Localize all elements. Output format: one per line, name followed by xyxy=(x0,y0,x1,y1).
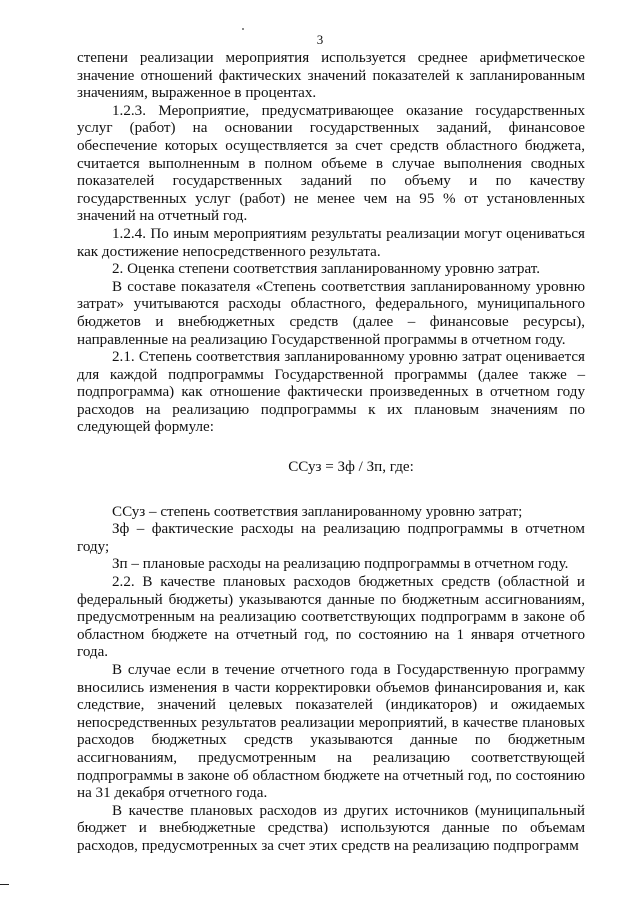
document-body xyxy=(77,50,585,856)
paragraph-other-sources: В качестве плановых расходов из других источников (муниципальный бюджет и внебюджетные средства) используются данные по объемам расходов, предусмотренных за счет этих средств на реализацию подпрограмм xyxy=(77,802,585,854)
margin-mark xyxy=(0,884,9,885)
definition-zp: Зп – плановые расходы на реализацию подпрограммы в отчетном году. xyxy=(112,556,569,573)
formula: ССуз = Зф / Зп, где: xyxy=(288,459,414,476)
paragraph-changes: В случае если в течение отчетного года в Государственную программу вносились изменения в части корректировки объемов финансирования и, как следствие, значений целевых показателей (индикаторов) и ожидаемых непосредственных результатов реализации мероприятий, в качестве плановых расходов бюджетных средств указываются данные по бюджетным ассигнованиям, предусмотренным на реализацию соответствующей подпрограммы в законе об областном бюджете на отчетный год, по состоянию на 31 декабря отчетного года. xyxy=(77,662,585,802)
paragraph-1-2-3: 1.2.3. Мероприятие, предусматривающее оказание государственных услуг (работ) на основании государственных заданий, финансовое обеспечение которых осуществляется за счет средств областного бюджета, считается выполненным в полном объеме в случае выполнения сводных показателей государственных заданий по объему и по качеству государственных услуг (работ) не менее чем на 95 % от установленных значений на отчетный год. xyxy=(77,102,585,225)
section-heading-2: 2. Оценка степени соответствия запланированному уровню затрат. xyxy=(112,261,541,278)
page-number: 3 xyxy=(316,32,324,47)
paragraph-2-2: 2.2. В качестве плановых расходов бюджетных средств (областной и федеральный бюджеты) указываются данные по бюджетным ассигнованиям, предусмотренным на реализацию соответствующих подпрограмм в законе об областном бюджете на отчетный год, по состоянию на 1 января отчетного года. xyxy=(77,574,585,661)
paragraph-1-2-4: 1.2.4. По иным мероприятиям результаты реализации могут оцениваться как достижение непосредственного результата. xyxy=(77,225,585,260)
paragraph-2-1: 2.1. Степень соответствия запланированному уровню затрат оценивается для каждой подпрограммы Государственной программы (далее также – подпрограмма) как отношение фактически произведенных в отчетном году расходов на реализацию подпрограммы к их плановым значениям по следующей формуле: xyxy=(77,349,585,436)
definition-ssuz: ССуз – степень соответствия запланированному уровню затрат; xyxy=(112,503,523,520)
paragraph-continuation: степени реализации мероприятия используется среднее арифметическое значение отношений фактических значений показателей к запланированным значениям, выраженное в процентах. xyxy=(77,50,585,102)
paragraph-cost-indicator: В составе показателя «Степень соответствия запланированному уровню затрат» учитываются расходы областного, федерального, муниципального бюджетов и внебюджетных средств (далее – финансовые ресурсы), направленные на реализацию Государственной программы в отчетном году. xyxy=(77,278,585,348)
scan-dot xyxy=(242,28,244,30)
definition-zf: Зф – фактические расходы на реализацию подпрограммы в отчетном году; xyxy=(77,521,585,555)
